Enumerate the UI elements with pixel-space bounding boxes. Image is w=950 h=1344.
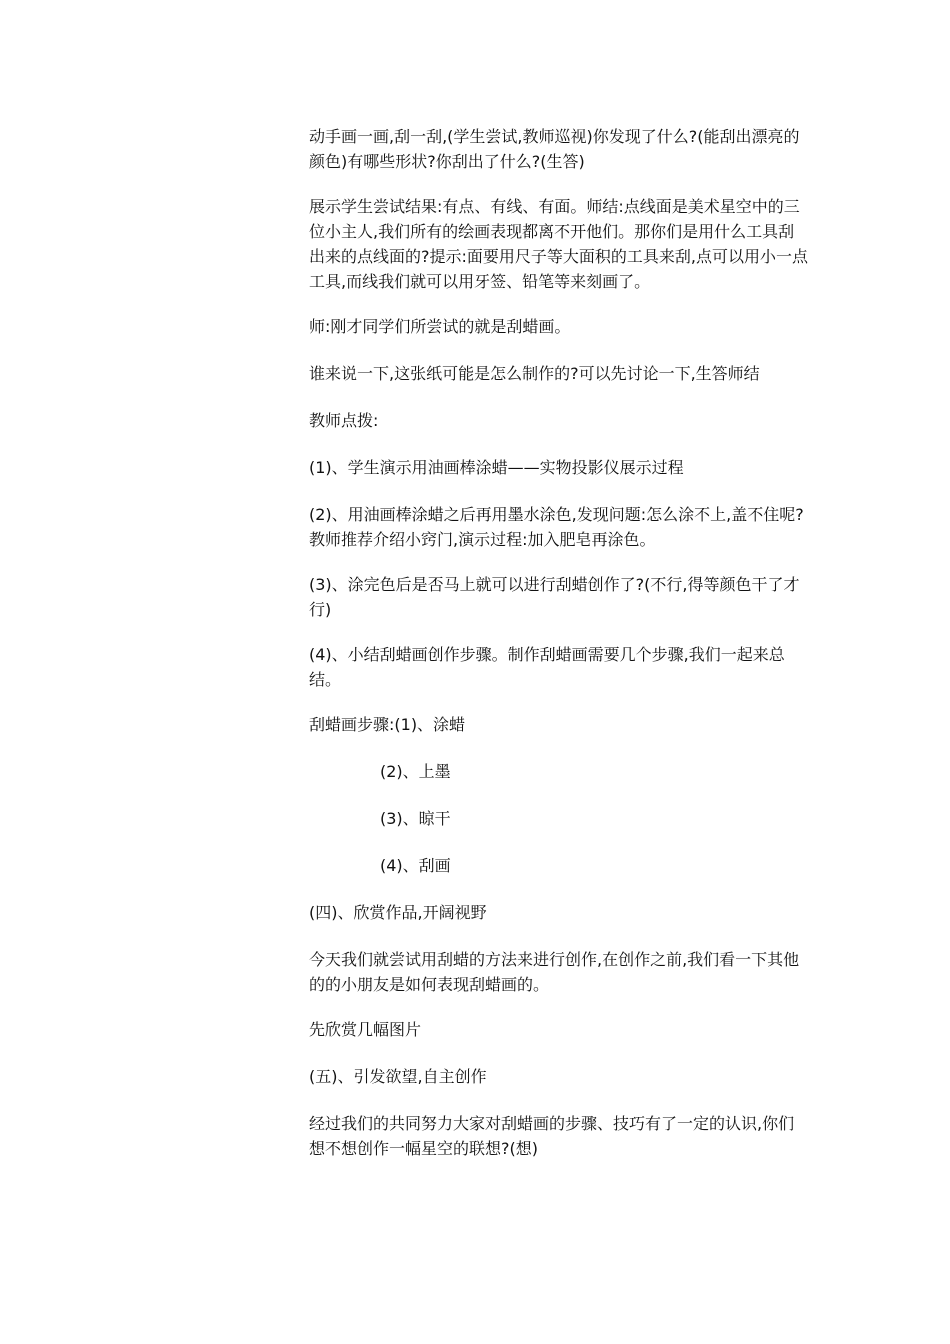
paragraph-appreciate-intro: 今天我们就尝试用刮蜡的方法来进行创作,在创作之前,我们看一下其他的的小朋友是如何表现刮蜡画的。 xyxy=(309,950,800,994)
paragraph-teacher-guidance-heading: 教师点拨: xyxy=(309,411,379,430)
paragraph-step-3-drying: (3)、涂完色后是否马上就可以进行刮蜡创作了?(不行,得等颜色干了才行) xyxy=(309,575,800,619)
paragraph-discussion-question: 谁来说一下,这张纸可能是怎么制作的?可以先讨论一下,生答师结 xyxy=(309,364,760,383)
paragraph-teacher-remark: 师:刚才同学们所尝试的就是刮蜡画。 xyxy=(309,317,571,336)
paragraph-try-scratch: 动手画一画,刮一刮,(学生尝试,教师巡视)你发现了什么?(能刮出漂亮的颜色)有哪些形状?你刮出了什么?(生答) xyxy=(309,127,800,171)
paragraph-view-pictures: 先欣赏几幅图片 xyxy=(309,1020,422,1039)
paragraph-steps-heading: 刮蜡画步骤:(1)、涂蜡 xyxy=(309,715,466,734)
paragraph-step-1-demo: (1)、学生演示用油画棒涂蜡——实物投影仪展示过程 xyxy=(309,458,684,477)
document-body xyxy=(309,124,809,1181)
paragraph-step-2-ink: (2)、用油画棒涂蜡之后再用墨水涂色,发现问题:怎么涂不上,盖不住呢?教师推荐介绍小窍门,演示过程:加入肥皂再涂色。 xyxy=(309,505,804,549)
section-heading-create: (五)、引发欲望,自主创作 xyxy=(309,1067,487,1086)
paragraph-create-prompt: 经过我们的共同努力大家对刮蜡画的步骤、技巧有了一定的认识,你们想不想创作一幅星空的联想?(想) xyxy=(309,1114,795,1158)
step-item-scratch: (4)、刮画 xyxy=(380,856,451,875)
paragraph-step-4-summary: (4)、小结刮蜡画创作步骤。制作刮蜡画需要几个步骤,我们一起来总结。 xyxy=(309,645,785,689)
step-item-dry: (3)、晾干 xyxy=(380,809,451,828)
section-heading-appreciate: (四)、欣赏作品,开阔视野 xyxy=(309,903,487,922)
step-item-ink: (2)、上墨 xyxy=(380,762,451,781)
paragraph-show-results: 展示学生尝试结果:有点、有线、有面。师结:点线面是美术星空中的三位小主人,我们所有的绘画表现都离不开他们。那你们是用什么工具刮出来的点线面的?提示:面要用尺子等大面积的工具来刮,点可以用小一点工具,而线我们就可以用牙签、铅笔等来刻画了。 xyxy=(309,197,808,291)
